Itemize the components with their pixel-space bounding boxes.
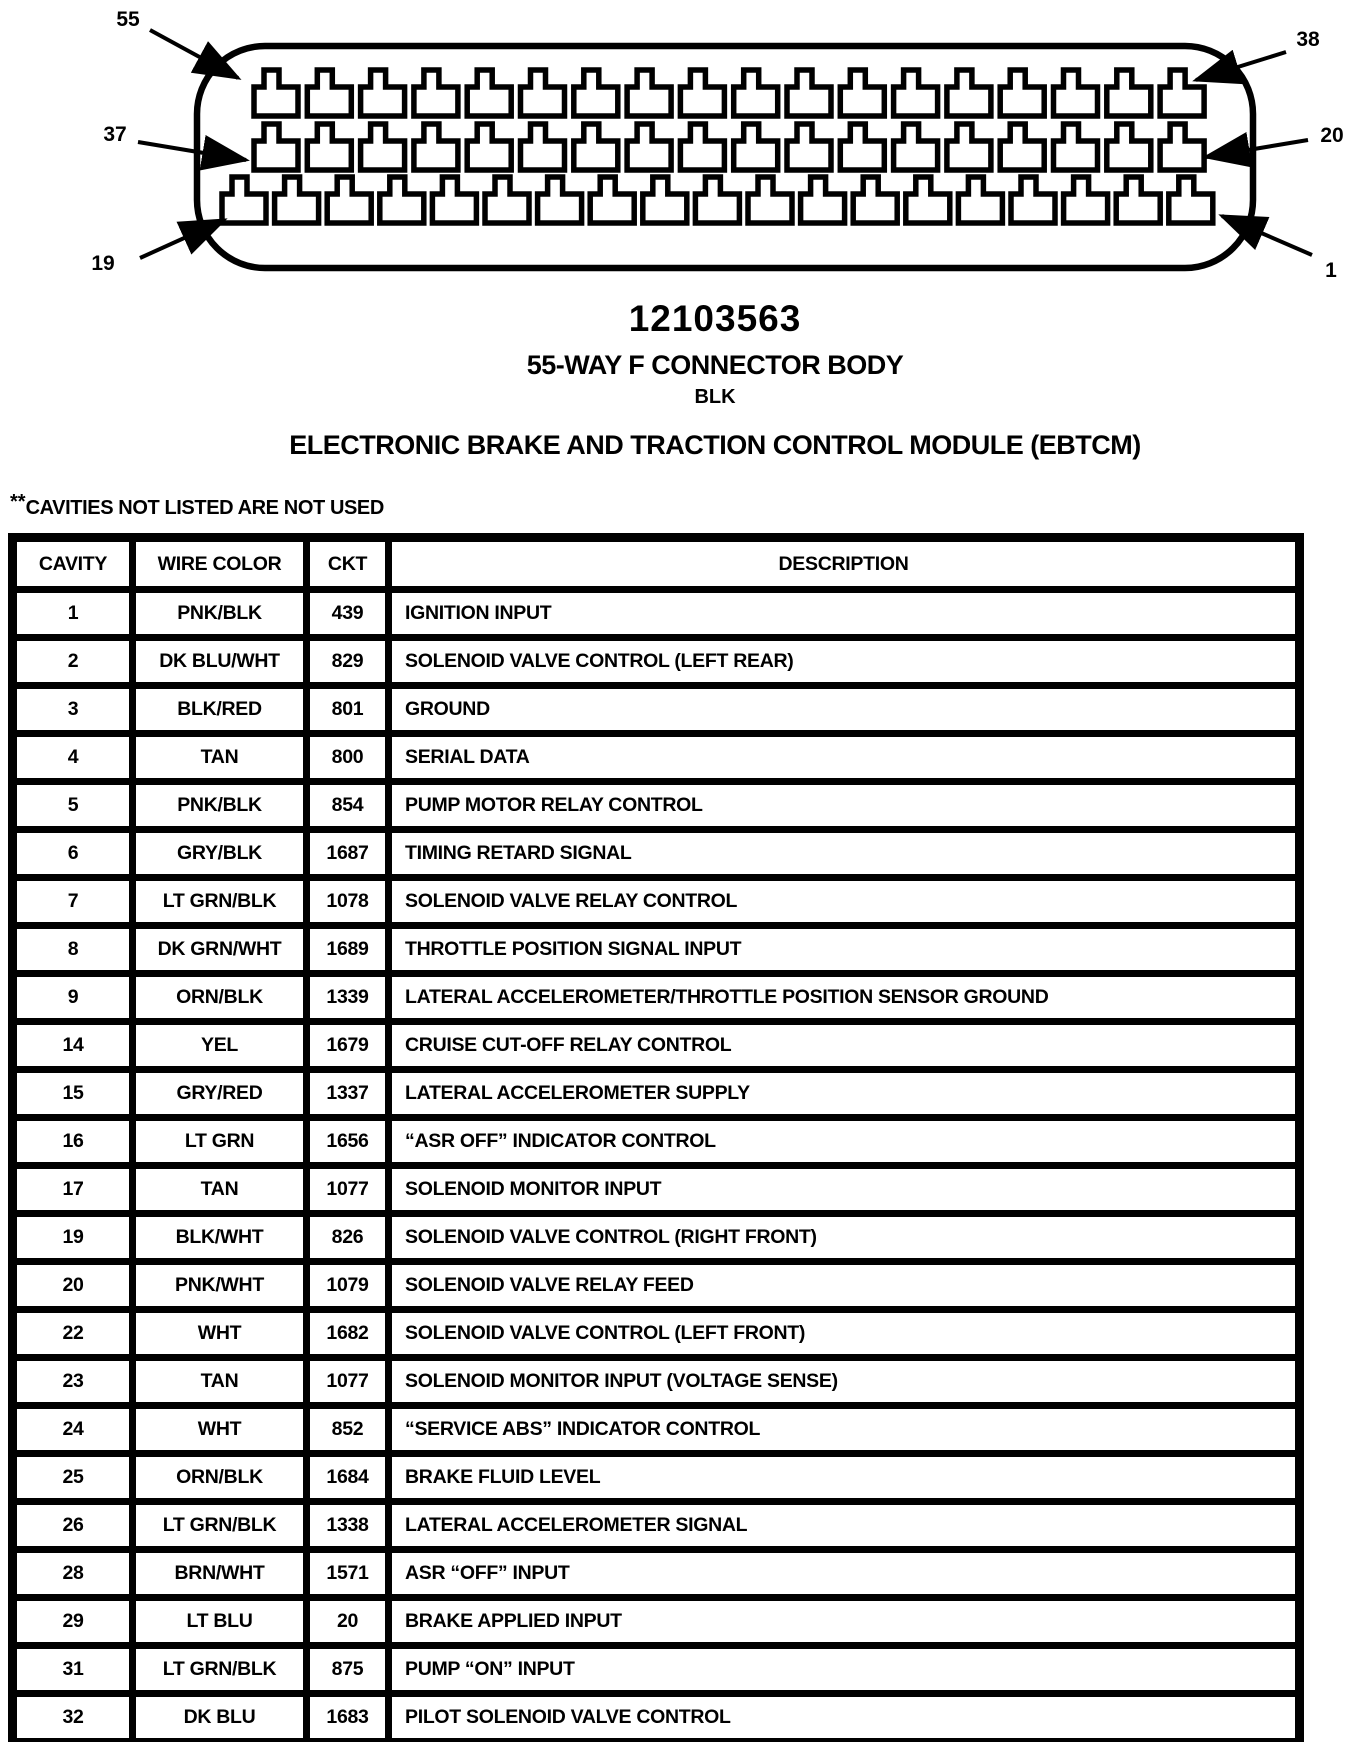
description-cell: LATERAL ACCELEROMETER SIGNAL (389, 1502, 1300, 1550)
connector-pin (1000, 70, 1044, 116)
part-number: 12103563 (628, 298, 802, 339)
arrow-to-pin-20 (1206, 140, 1308, 157)
connector-pin (627, 70, 671, 116)
connector-pin (590, 177, 634, 223)
connector-pin (1169, 177, 1213, 223)
description-cell: IGNITION INPUT (389, 590, 1300, 638)
table-row (13, 1694, 1300, 1742)
connector-pin (1116, 177, 1160, 223)
connector-pin (574, 70, 618, 116)
ckt-cell: 1571 (307, 1550, 389, 1598)
wire-color-cell: WHT (133, 1406, 307, 1454)
connector-pin (906, 177, 950, 223)
note-text: CAVITIES NOT LISTED ARE NOT USED (25, 497, 384, 519)
ckt-cell: 854 (307, 782, 389, 830)
description-cell: SOLENOID VALVE CONTROL (LEFT REAR) (389, 638, 1300, 686)
connector-pin (307, 124, 351, 170)
ckt-cell: 439 (307, 590, 389, 638)
ckt-cell: 852 (307, 1406, 389, 1454)
ckt-cell: 801 (307, 686, 389, 734)
cavity-cell: 25 (13, 1454, 133, 1502)
connector-pin (380, 177, 424, 223)
description-cell: BRAKE APPLIED INPUT (389, 1598, 1300, 1646)
cavity-cell: 26 (13, 1502, 133, 1550)
table-row (13, 1166, 1300, 1214)
table-row (13, 782, 1300, 830)
description-cell: LATERAL ACCELEROMETER/THROTTLE POSITION SENSOR GROUND (389, 974, 1300, 1022)
description-cell: THROTTLE POSITION SIGNAL INPUT (389, 926, 1300, 974)
description-cell: CRUISE CUT-OFF RELAY CONTROL (389, 1022, 1300, 1070)
table-header-row (13, 538, 1300, 590)
cavities-note (10, 491, 384, 520)
cavity-cell: 32 (13, 1694, 133, 1742)
description-cell: “SERVICE ABS” INDICATOR CONTROL (389, 1406, 1300, 1454)
ckt-cell: 1077 (307, 1358, 389, 1406)
table-row (13, 878, 1300, 926)
connector-pin (627, 124, 671, 170)
connector-pin (947, 70, 991, 116)
wire-color-cell: GRY/RED (133, 1070, 307, 1118)
table-row (13, 1598, 1300, 1646)
connector-pin (853, 177, 897, 223)
table-row (13, 1070, 1300, 1118)
module-title: ELECTRONIC BRAKE AND TRACTION CONTROL MODULE (EBTCM) (289, 430, 1141, 460)
ckt-cell: 1079 (307, 1262, 389, 1310)
header-description: DESCRIPTION (389, 538, 1300, 590)
ckt-cell: 1684 (307, 1454, 389, 1502)
connector-pin (414, 70, 458, 116)
wire-color-cell: DK BLU/WHT (133, 638, 307, 686)
description-cell: “ASR OFF” INDICATOR CONTROL (389, 1118, 1300, 1166)
wire-color-cell: TAN (133, 1358, 307, 1406)
connector-pin (1054, 70, 1098, 116)
table-row (13, 1358, 1300, 1406)
pinout-table-body (13, 590, 1300, 1742)
connector-pin (1064, 177, 1108, 223)
connector-pin (1107, 124, 1151, 170)
cavity-cell: 15 (13, 1070, 133, 1118)
ckt-cell: 1683 (307, 1694, 389, 1742)
wire-color-cell: TAN (133, 1166, 307, 1214)
header-wire-color: WIRE COLOR (133, 538, 307, 590)
connector-pin (485, 177, 529, 223)
description-cell: SERIAL DATA (389, 734, 1300, 782)
wire-color-cell: DK GRN/WHT (133, 926, 307, 974)
cavity-cell: 6 (13, 830, 133, 878)
connector-pin (894, 124, 938, 170)
wire-color-cell: LT GRN (133, 1118, 307, 1166)
connector-pin (327, 177, 371, 223)
cavity-cell: 31 (13, 1646, 133, 1694)
connector-pin (894, 70, 938, 116)
note-asterisks: ** (10, 491, 26, 513)
pin-label-20: 20 (1320, 124, 1344, 147)
cavity-cell: 9 (13, 974, 133, 1022)
header-cavity: CAVITY (13, 538, 133, 590)
table-row (13, 1406, 1300, 1454)
ckt-cell: 826 (307, 1214, 389, 1262)
ckt-cell: 1338 (307, 1502, 389, 1550)
pin-row-bottom (222, 177, 1213, 223)
connector-pin (947, 124, 991, 170)
connector-pin (1160, 70, 1204, 116)
cavity-cell: 19 (13, 1214, 133, 1262)
connector-pin (222, 177, 266, 223)
pin-label-19: 19 (91, 252, 115, 275)
cavity-cell: 14 (13, 1022, 133, 1070)
wire-color-cell: LT GRN/BLK (133, 1646, 307, 1694)
wire-color-cell: PNK/WHT (133, 1262, 307, 1310)
table-row (13, 1262, 1300, 1310)
ckt-cell: 875 (307, 1646, 389, 1694)
wire-color-cell: PNK/BLK (133, 782, 307, 830)
description-cell: PUMP “ON” INPUT (389, 1646, 1300, 1694)
cavity-cell: 23 (13, 1358, 133, 1406)
connector-pin (840, 70, 884, 116)
arrow-to-pin-55 (150, 30, 238, 78)
connector-color: BLK (694, 386, 736, 408)
description-cell: LATERAL ACCELEROMETER SUPPLY (389, 1070, 1300, 1118)
arrow-to-pin-37 (138, 142, 246, 160)
table-row (13, 830, 1300, 878)
connector-pin (307, 70, 351, 116)
connector-pin (695, 177, 739, 223)
wire-color-cell: PNK/BLK (133, 590, 307, 638)
table-row (13, 590, 1300, 638)
pin-label-1: 1 (1325, 259, 1337, 282)
cavity-cell: 22 (13, 1310, 133, 1358)
connector-pin (414, 124, 458, 170)
table-row (13, 1118, 1300, 1166)
wire-color-cell: DK BLU (133, 1694, 307, 1742)
wire-color-cell: YEL (133, 1022, 307, 1070)
connector-pin (538, 177, 582, 223)
table-row (13, 1022, 1300, 1070)
table-row (13, 1646, 1300, 1694)
connector-pin (840, 124, 884, 170)
wire-color-cell: WHT (133, 1310, 307, 1358)
ckt-cell: 829 (307, 638, 389, 686)
connector-pin (467, 124, 511, 170)
table-row (13, 734, 1300, 782)
connector-pin (1011, 177, 1055, 223)
connector-pin (734, 70, 778, 116)
connector-pin (787, 70, 831, 116)
pin-row-middle (254, 124, 1204, 170)
ckt-cell: 800 (307, 734, 389, 782)
cavity-cell: 4 (13, 734, 133, 782)
connector-pin (1107, 70, 1151, 116)
ckt-cell: 1656 (307, 1118, 389, 1166)
wire-color-cell: LT GRN/BLK (133, 878, 307, 926)
ckt-cell: 1689 (307, 926, 389, 974)
connector-pin (958, 177, 1002, 223)
connector-pin (1054, 124, 1098, 170)
description-cell: TIMING RETARD SIGNAL (389, 830, 1300, 878)
pin-label-55: 55 (116, 8, 140, 31)
connector-pin (734, 124, 778, 170)
ckt-cell: 1077 (307, 1166, 389, 1214)
connector-pin (1000, 124, 1044, 170)
table-row (13, 1214, 1300, 1262)
connector-pin (361, 70, 405, 116)
connector-pin (1160, 124, 1204, 170)
description-cell: SOLENOID MONITOR INPUT (VOLTAGE SENSE) (389, 1358, 1300, 1406)
cavity-cell: 7 (13, 878, 133, 926)
cavity-cell: 28 (13, 1550, 133, 1598)
cavity-cell: 16 (13, 1118, 133, 1166)
wire-color-cell: BLK/RED (133, 686, 307, 734)
cavity-cell: 3 (13, 686, 133, 734)
connector-pin (643, 177, 687, 223)
table-row (13, 1502, 1300, 1550)
wire-color-cell: ORN/BLK (133, 974, 307, 1022)
connector-pin (680, 70, 724, 116)
description-cell: SOLENOID VALVE RELAY CONTROL (389, 878, 1300, 926)
table-row (13, 638, 1300, 686)
connector-pin (680, 124, 724, 170)
cavity-cell: 17 (13, 1166, 133, 1214)
description-cell: GROUND (389, 686, 1300, 734)
ckt-cell: 1679 (307, 1022, 389, 1070)
description-cell: SOLENOID MONITOR INPUT (389, 1166, 1300, 1214)
cavity-cell: 29 (13, 1598, 133, 1646)
ckt-cell: 1337 (307, 1070, 389, 1118)
connector-pin (254, 124, 298, 170)
connector-pin (801, 177, 845, 223)
description-cell: PUMP MOTOR RELAY CONTROL (389, 782, 1300, 830)
connector-pin (787, 124, 831, 170)
connector-pin (432, 177, 476, 223)
connector-pin (521, 70, 565, 116)
ckt-cell: 1687 (307, 830, 389, 878)
wire-color-cell: LT GRN/BLK (133, 1502, 307, 1550)
connector-pin (574, 124, 618, 170)
table-row (13, 926, 1300, 974)
cavity-cell: 20 (13, 1262, 133, 1310)
cavity-cell: 8 (13, 926, 133, 974)
description-cell: SOLENOID VALVE CONTROL (RIGHT FRONT) (389, 1214, 1300, 1262)
connector-pin (275, 177, 319, 223)
table-row (13, 974, 1300, 1022)
pinout-table (8, 533, 1304, 1742)
wire-color-cell: ORN/BLK (133, 1454, 307, 1502)
ckt-cell: 1078 (307, 878, 389, 926)
wire-color-cell: GRY/BLK (133, 830, 307, 878)
wire-color-cell: BRN/WHT (133, 1550, 307, 1598)
cavity-cell: 1 (13, 590, 133, 638)
cavity-cell: 24 (13, 1406, 133, 1454)
wire-color-cell: TAN (133, 734, 307, 782)
connector-pin (748, 177, 792, 223)
ckt-cell: 1682 (307, 1310, 389, 1358)
header-ckt: CKT (307, 538, 389, 590)
description-cell: SOLENOID VALVE CONTROL (LEFT FRONT) (389, 1310, 1300, 1358)
connector-pin (254, 70, 298, 116)
description-cell: BRAKE FLUID LEVEL (389, 1454, 1300, 1502)
ckt-cell: 20 (307, 1598, 389, 1646)
pin-label-38: 38 (1296, 28, 1320, 51)
cavity-cell: 2 (13, 638, 133, 686)
wire-color-cell: LT BLU (133, 1598, 307, 1646)
pin-label-37: 37 (103, 123, 127, 146)
wire-color-cell: BLK/WHT (133, 1214, 307, 1262)
connector-pin (521, 124, 565, 170)
connector-title: 55-WAY F CONNECTOR BODY (526, 350, 904, 380)
description-cell: SOLENOID VALVE RELAY FEED (389, 1262, 1300, 1310)
table-row (13, 1310, 1300, 1358)
connector-pin (361, 124, 405, 170)
table-row (13, 686, 1300, 734)
ckt-cell: 1339 (307, 974, 389, 1022)
table-row (13, 1454, 1300, 1502)
connector-pin (467, 70, 511, 116)
pin-row-top (254, 70, 1204, 116)
cavity-cell: 5 (13, 782, 133, 830)
description-cell: ASR “OFF” INPUT (389, 1550, 1300, 1598)
description-cell: PILOT SOLENOID VALVE CONTROL (389, 1694, 1300, 1742)
connector-diagram (0, 0, 1360, 292)
table-row (13, 1550, 1300, 1598)
